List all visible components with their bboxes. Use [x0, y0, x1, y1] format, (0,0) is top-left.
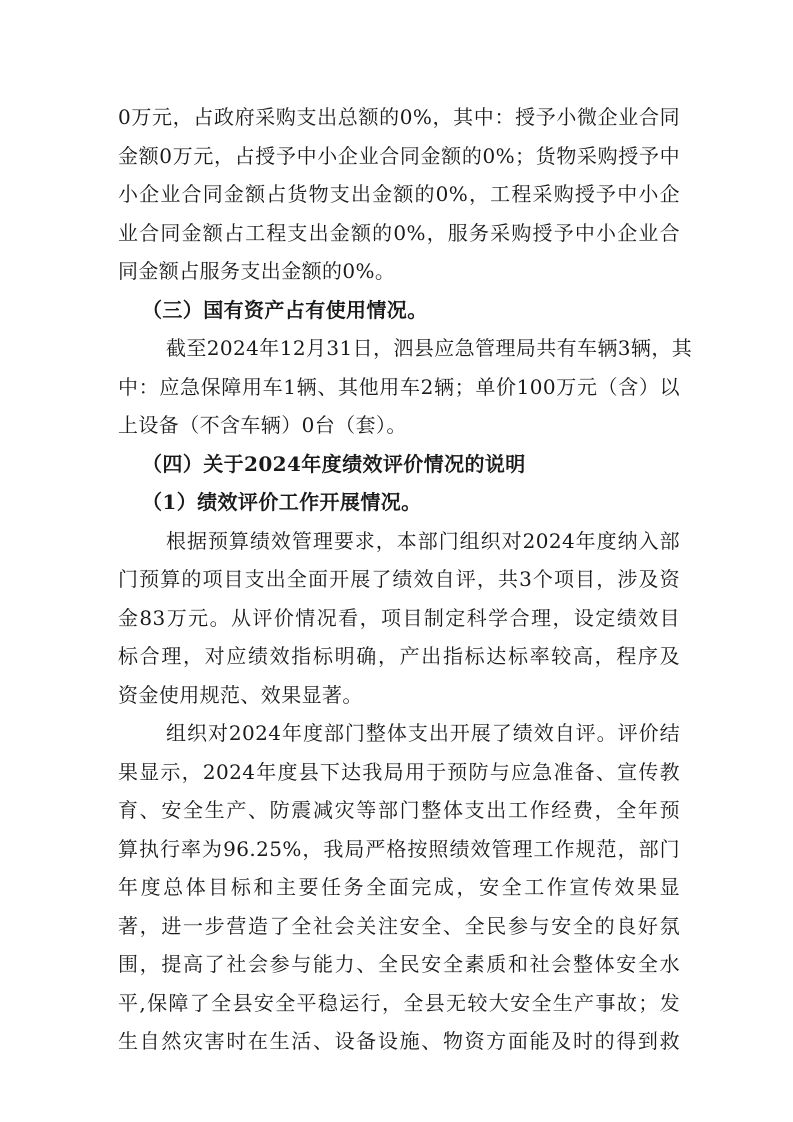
section-heading — [118, 291, 680, 330]
text-line: 著，进一步营造了全社会关注安全、全民参与安全的良好氛 — [118, 913, 680, 938]
text-line: 果显示，2024年度县下达我局用于预防与应急准备、宣传教 — [118, 759, 680, 784]
body-paragraph — [118, 714, 680, 1061]
text-line: 中：应急保障用车1辆、其他用车2辆；单价100万元（含）以 — [118, 374, 680, 399]
text-line: 算执行率为96.25%，我局严格按照绩效管理工作规范，部门 — [118, 836, 680, 861]
text-line: （四）关于2024年度绩效评价情况的说明 — [142, 451, 526, 476]
text-line: 小企业合同金额占货物支出金额的0%，工程采购授予中小企 — [118, 182, 680, 206]
text-line: 组织对2024年度部门整体支出开展了绩效自评。评价结 — [166, 721, 680, 745]
text-line: 围，提高了社会参与能力、全民安全素质和社会整体安全水 — [118, 952, 680, 976]
text-line: 0万元，占政府采购支出总额的0%，其中：授予小微企业合同 — [118, 105, 680, 129]
text-line: 标合理，对应绩效指标明确，产出指标达标率较高，程序及 — [118, 644, 680, 668]
text-line: 育、安全生产、防震减灾等部门整体支出工作经费，全年预 — [118, 798, 680, 822]
text-line: 金83万元。从评价情况看，项目制定科学合理，设定绩效目 — [118, 605, 680, 630]
text-line: （三）国有资产占有使用情况。 — [142, 297, 428, 322]
text-line: 业合同金额占工程支出金额的0%，服务采购授予中小企业合 — [118, 220, 680, 245]
text-line: 上设备（不含车辆）0台（套）。 — [118, 413, 407, 437]
text-line: （1）绩效评价工作开展情况。 — [142, 490, 422, 514]
body-paragraph — [118, 98, 680, 291]
text-line: 金额0万元，占授予中小企业合同金额的0%；货物采购授予中 — [118, 143, 680, 168]
text-line: 年度总体目标和主要任务全面完成，安全工作宣传效果显 — [118, 875, 680, 899]
text-line: 同金额占服务支出金额的0%。 — [118, 259, 396, 283]
text-line: 截至2024年12月31日，泗县应急管理局共有车辆3辆，其 — [166, 336, 693, 360]
body-paragraph — [118, 522, 680, 715]
text-line: 生自然灾害时在生活、设备设施、物资方面能及时的得到救 — [118, 1029, 680, 1053]
document-page — [118, 98, 693, 1061]
text-line: 平,保障了全县安全平稳运行，全县无较大安全生产事故；发 — [118, 990, 680, 1015]
section-heading — [118, 483, 680, 522]
text-line: 资金使用规范、效果显著。 — [118, 682, 363, 707]
body-paragraph — [118, 329, 693, 445]
text-line: 门预算的项目支出全面开展了绩效自评，共3个项目，涉及资 — [118, 567, 680, 591]
text-line: 根据预算绩效管理要求，本部门组织对2024年度纳入部 — [166, 528, 680, 553]
section-heading — [118, 445, 680, 484]
